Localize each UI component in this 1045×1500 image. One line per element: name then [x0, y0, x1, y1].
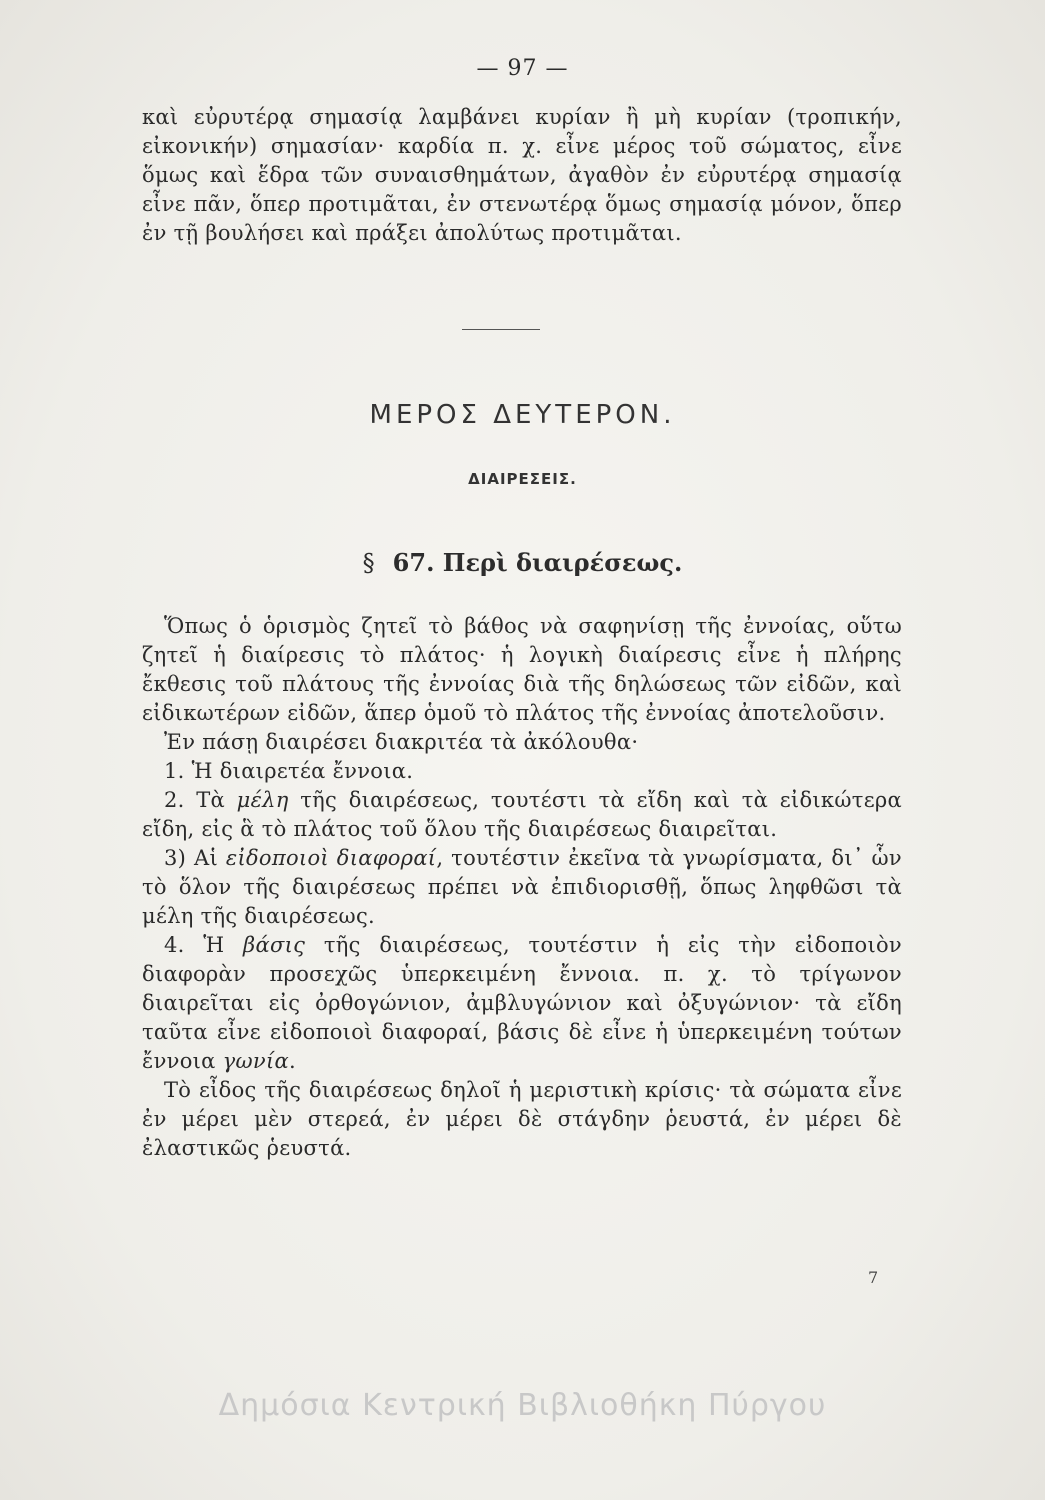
list-item-4-lead: 4. Ἡ — [164, 933, 244, 957]
list-item-2-lead: 2. Τὰ — [164, 788, 237, 812]
part-title: ΜΕΡΟΣ ΔΕΥΤΕΡΟΝ. — [369, 400, 676, 430]
page-number: — 97 — — [476, 56, 569, 81]
body-paragraph-last: Τὸ εἶδος τῆς διαιρέσεως δηλοῖ ἡ μεριστικὴ κρίσις· τὰ σώματα εἶνε ἐν μέρει μὲν στερεά, ἐν μέρει δὲ στάγδην ῥευστά, ἐν μέρει δὲ ἐλαστικῶς ῥευστά. — [142, 1078, 902, 1160]
list-item-4-term: βάσις — [243, 933, 306, 957]
list-item-3 — [142, 844, 902, 931]
section-title: 67. Περὶ διαιρέσεως. — [392, 548, 683, 577]
list-item-3-lead: 3) Αἱ — [164, 846, 226, 870]
body-paragraph-2: Ἐν πάσῃ διαιρέσει διακριτέα τὰ ἀκόλουθα· — [164, 730, 639, 754]
body-text-block — [142, 612, 902, 1163]
list-item-4 — [142, 931, 902, 1076]
list-item-4-text: τῆς διαιρέσεως, τουτέστιν ἡ εἰς τὴν εἰδοποιὸν διαφορὰν προσεχῶς ὑπερκειμένη ἔννοια. π. χ. τὸ τρίγωνον διαιρεῖται εἰς ὀρθογώνιον, ἀμβλυγώνιον καὶ ὀξυγώνιον· τὰ εἴδη ταῦτα εἶνε εἰδοποιοὶ διαφοραί, βάσις δὲ εἶνε ἡ ὑπερκειμένη τούτων ἔννοια — [142, 933, 902, 1073]
opening-paragraph-block — [142, 103, 902, 248]
section-heading: ΔΙΑΙΡΕΣΕΙΣ. — [468, 470, 577, 488]
section-title-line — [0, 548, 1045, 577]
list-item-2-term: μέλη — [236, 788, 289, 812]
list-item-2-text: τῆς διαιρέσεως, τουτέστι τὰ εἴδη καὶ τὰ εἰδικώτερα εἴδη, εἰς ἃ τὸ πλάτος τοῦ ὅλου τῆς διαιρέσεως διαιρεῖται. — [142, 788, 903, 841]
list-item-2 — [142, 786, 902, 844]
list-item-4-end: . — [289, 1049, 296, 1073]
list-item-4-term-2: γωνία — [222, 1049, 289, 1073]
library-watermark: Δημόσια Κεντρική Βιβλιοθήκη Πύργου — [218, 1388, 827, 1423]
body-paragraph-1: Ὅπως ὁ ὁρισμὸς ζητεῖ τὸ βάθος νὰ σαφηνίσῃ τῆς ἐννοίας, οὕτω ζητεῖ ἡ διαίρεσις τὸ πλάτος· ἡ λογικὴ διαίρεσις εἶνε ἡ πλήρης ἔκθεσις τοῦ πλάτους τῆς ἐννοίας διὰ τῆς δηλώσεως τῶν εἰδῶν, καὶ εἰδικωτέρων εἰδῶν, ἅπερ ὁμοῦ τὸ πλάτος τῆς ἐννοίας ἀποτελοῦσιν. — [142, 614, 902, 725]
list-item-1: 1. Ἡ διαιρετέα ἔννοια. — [164, 759, 414, 783]
list-item-3-term: εἰδοποιοὶ διαφοραί — [225, 846, 437, 870]
separator-rule — [462, 329, 540, 330]
opening-paragraph: καὶ εὐρυτέρᾳ σημασίᾳ λαμβάνει κυρίαν ἢ μὴ κυρίαν (τροπικήν, εἰκονικήν) σημασίαν· καρδία π. χ. εἶνε μέρος τοῦ σώματος, εἶνε ὅμως καὶ ἕδρα τῶν συναισθημάτων, ἀγαθὸν ἐν εὐρυτέρᾳ σημασίᾳ εἶνε πᾶν, ὅπερ προτιμᾶται, ἐν στενωτέρᾳ ὅμως σημασίᾳ μόνον, ὅπερ ἐν τῇ βουλήσει καὶ πράξει ἀπολύτως προτιμᾶται. — [142, 105, 902, 245]
section-symbol: § — [362, 549, 375, 577]
list-item-3-text: , τουτέστιν ἐκεῖνα τὰ γνωρίσματα, δι᾽ ὧν τὸ ὅλον τῆς διαιρέσεως πρέπει νὰ ἐπιδιορισθῇ, ὅπως ληφθῶσι τὰ μέλη τῆς διαιρέσεως. — [142, 846, 902, 928]
signature-mark: 7 — [868, 1268, 879, 1287]
